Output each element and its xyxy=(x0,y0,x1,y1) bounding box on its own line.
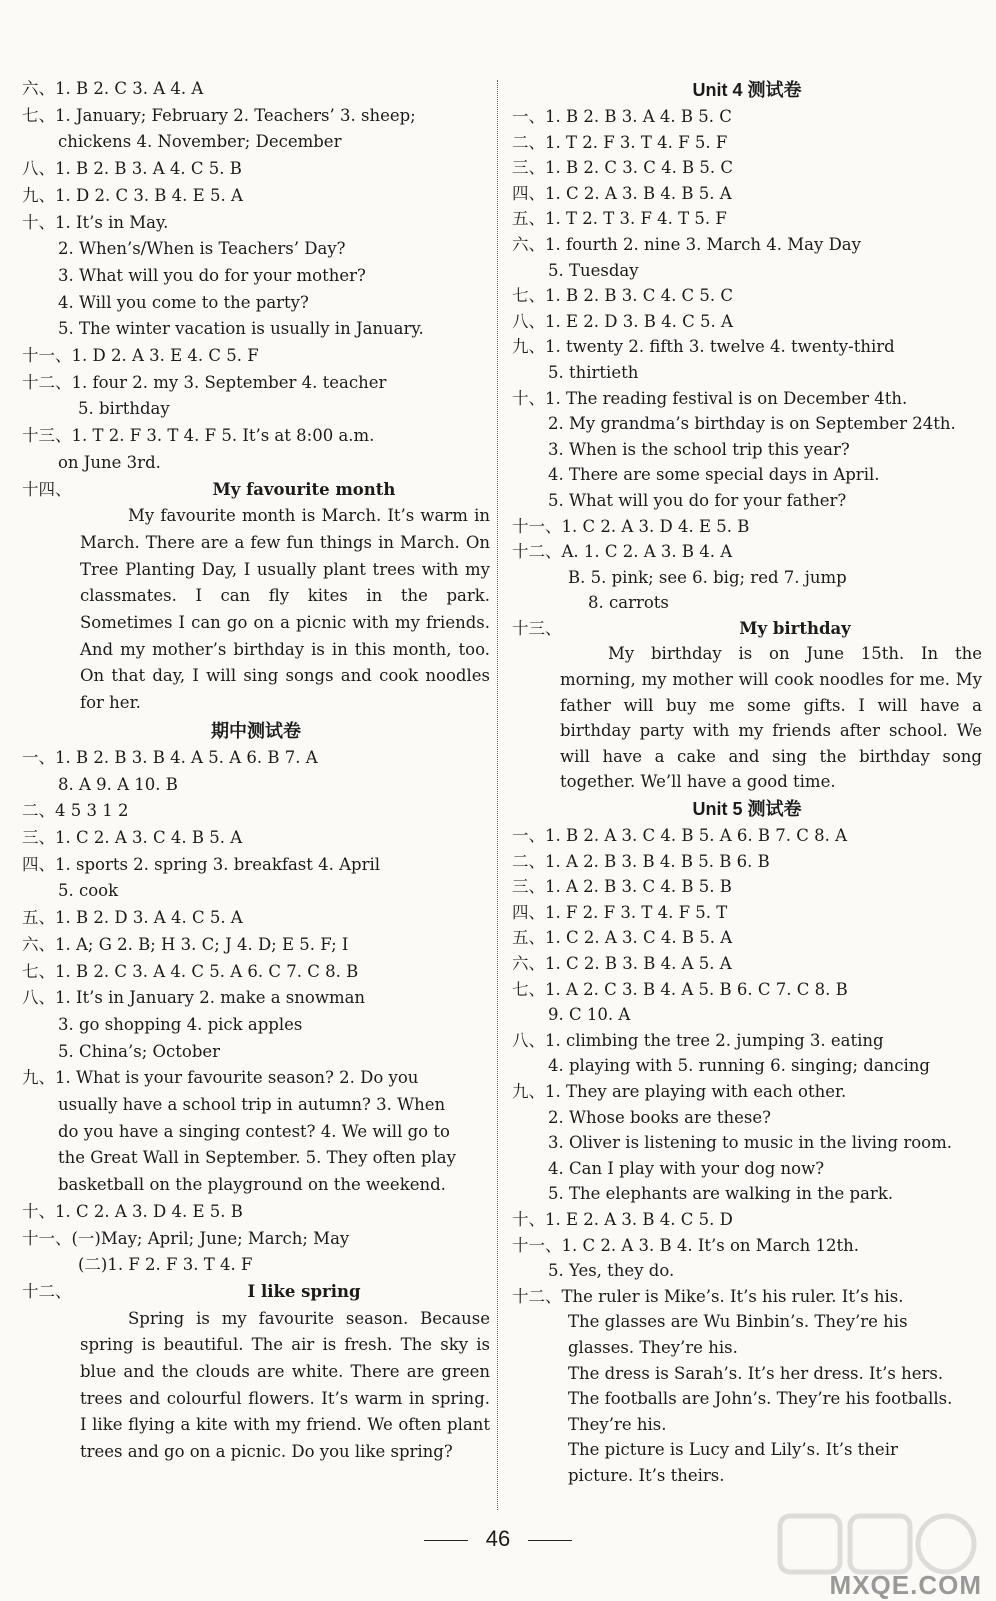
answer-line: do you have a singing contest? 4. We will go to xyxy=(58,1121,450,1141)
answer-line: The footballs are John’s. They’re his footballs. xyxy=(568,1389,953,1409)
answer-line: 二、1. A 2. B 3. B 4. B 5. B 6. B xyxy=(512,851,770,871)
answer-line: 二、4 5 3 1 2 xyxy=(22,801,129,821)
answer-line: chickens 4. November; December xyxy=(58,132,342,152)
essay-header xyxy=(22,1279,490,1306)
answer-line: usually have a school trip in autumn? 3. When xyxy=(58,1095,446,1115)
answer-line: 七、1. B 2. B 3. C 4. C 5. C xyxy=(512,286,734,306)
answer-line: 8. A 9. A 10. B xyxy=(58,774,178,794)
answer-line: 三、1. C 2. A 3. C 4. B 5. A xyxy=(22,827,243,847)
answer-line: 一、1. B 2. B 3. A 4. B 5. C xyxy=(512,107,732,126)
answer-line: 九、1. D 2. C 3. B 4. E 5. A xyxy=(22,185,243,205)
answer-line: 七、1. A 2. C 3. B 4. A 5. B 6. C 7. C 8. B xyxy=(512,979,848,999)
answer-line: the Great Wall in September. 5. They often play xyxy=(58,1148,456,1168)
answer-line: 十、1. C 2. A 3. D 4. E 5. B xyxy=(22,1201,243,1221)
answer-line: 三、1. A 2. B 3. C 4. B 5. B xyxy=(512,877,732,897)
answer-line: 9. C 10. A xyxy=(548,1005,631,1025)
answer-line: 六、1. B 2. C 3. A 4. A xyxy=(22,79,204,98)
answer-line: They’re his. xyxy=(568,1414,667,1434)
answer-line: The glasses are Wu Binbin’s. They’re his xyxy=(568,1312,908,1332)
page-number: 46 xyxy=(0,1526,996,1552)
answer-line: 八、1. climbing the tree 2. jumping 3. eating xyxy=(512,1030,884,1050)
answer-line: 2. Whose books are these? xyxy=(548,1107,771,1127)
answer-line: 5. The elephants are walking in the park. xyxy=(548,1184,894,1204)
answer-lines-unit4 xyxy=(512,104,982,616)
answer-line: 5. China’s; October xyxy=(58,1041,221,1061)
answer-line: 六、1. C 2. B 3. B 4. A 5. A xyxy=(512,954,732,973)
answer-line: 5. Tuesday xyxy=(548,260,639,280)
answer-line: 5. cook xyxy=(58,881,119,901)
answer-line: 八、1. B 2. B 3. A 4. C 5. B xyxy=(22,159,242,179)
answer-lines-midterm xyxy=(22,745,490,1279)
answer-line: 5. Yes, they do. xyxy=(548,1261,675,1281)
answer-line: 4. playing with 5. running 6. singing; dancing xyxy=(548,1056,930,1076)
answer-line: 十二、1. four 2. my 3. September 4. teacher xyxy=(22,372,387,392)
answer-line: 3. go shopping 4. pick apples xyxy=(58,1014,303,1034)
answer-line: 六、1. A; G 2. B; H 3. C; J 4. D; E 5. F; I xyxy=(22,934,349,954)
answer-line: 2. My grandma’s birthday is on September 24th. xyxy=(548,414,956,434)
answer-line: on June 3rd. xyxy=(58,452,161,472)
answer-line: 七、1. January; February 2. Teachers’ 3. sheep; xyxy=(22,105,416,125)
answer-line: picture. It’s theirs. xyxy=(568,1465,725,1485)
answer-line: 一、1. B 2. B 3. B 4. A 5. A 6. B 7. A xyxy=(22,747,318,767)
right-column xyxy=(512,76,982,1488)
essay-title: I like spring xyxy=(247,1281,361,1301)
answer-line: 五、1. T 2. T 3. F 4. T 5. F xyxy=(512,209,727,229)
essay-header xyxy=(22,477,490,504)
essay-title: My favourite month xyxy=(212,479,396,499)
answer-line: 八、1. It’s in January 2. make a snowman xyxy=(22,988,366,1008)
answer-line: 2. When’s/When is Teachers’ Day? xyxy=(58,239,346,259)
answer-line: 十、1. It’s in May. xyxy=(22,212,169,232)
answer-line: 十一、1. C 2. A 3. B 4. It’s on March 12th. xyxy=(512,1235,859,1255)
answer-line: 一、1. B 2. A 3. C 4. B 5. A 6. B 7. C 8. A xyxy=(512,826,847,846)
answer-line: 四、1. F 2. F 3. T 4. F 5. T xyxy=(512,902,728,922)
answer-line: 5. thirtieth xyxy=(548,362,639,382)
essay-title: My birthday xyxy=(739,618,851,638)
answer-line: 四、1. sports 2. spring 3. breakfast 4. April xyxy=(22,854,381,874)
answer-line: 十二、A. 1. C 2. A 3. B 4. A xyxy=(512,542,733,562)
question-number: 十三、 xyxy=(512,618,562,638)
answer-line: 十一、1. D 2. A 3. E 4. C 5. F xyxy=(22,346,259,366)
answer-line: The dress is Sarah’s. It’s her dress. It’s hers. xyxy=(568,1363,944,1383)
answer-line: 五、1. C 2. A 3. C 4. B 5. A xyxy=(512,928,733,948)
page-number-dash xyxy=(528,1540,572,1541)
essay-body: My birthday is on June 15th. In the morning, my mother will cook noodles for me. My father will buy me some gifts. I will have a birthday party with my friends after school. We will have a cake and sing the birthday song together. We’ll have a good time. xyxy=(560,644,982,792)
answer-line: glasses. They’re his. xyxy=(568,1337,738,1357)
question-number: 十四、 xyxy=(22,479,72,499)
answer-line: 4. Can I play with your dog now? xyxy=(548,1158,825,1178)
section-title-unit4: Unit 4 测试卷 xyxy=(692,80,802,100)
answer-line: 3. What will you do for your mother? xyxy=(58,265,366,285)
column-divider xyxy=(497,80,498,1510)
answer-line: 八、1. E 2. D 3. B 4. C 5. A xyxy=(512,311,733,331)
answer-line: (二)1. F 2. F 3. T 4. F xyxy=(78,1255,253,1275)
answer-line: 4. There are some special days in April. xyxy=(548,465,880,485)
left-column xyxy=(22,76,490,1466)
page-number-dash xyxy=(424,1540,468,1541)
answer-line: 二、1. T 2. F 3. T 4. F 5. F xyxy=(512,132,728,152)
answer-line: 六、1. fourth 2. nine 3. March 4. May Day xyxy=(512,234,861,254)
answer-line: 3. Oliver is listening to music in the living room. xyxy=(548,1133,952,1153)
answer-line: 四、1. C 2. A 3. B 4. B 5. A xyxy=(512,183,732,203)
answer-line: 5. What will you do for your father? xyxy=(548,490,847,510)
answer-line: 九、1. They are playing with each other. xyxy=(512,1081,847,1101)
answer-line: 三、1. B 2. C 3. C 4. B 5. C xyxy=(512,158,734,178)
section-title-unit5: Unit 5 测试卷 xyxy=(692,799,802,820)
answer-line: 九、1. twenty 2. fifth 3. twelve 4. twenty-third xyxy=(512,337,895,357)
answer-line: B. 5. pink; see 6. big; red 7. jump xyxy=(568,567,847,587)
answer-line: 4. Will you come to the party? xyxy=(58,292,309,312)
answer-line: 五、1. B 2. D 3. A 4. C 5. A xyxy=(22,908,243,928)
answer-line: 十、1. E 2. A 3. B 4. C 5. D xyxy=(512,1209,733,1229)
answer-line: 8. carrots xyxy=(588,593,669,613)
answer-line: 十一、1. C 2. A 3. D 4. E 5. B xyxy=(512,516,750,536)
answer-line: 十三、1. T 2. F 3. T 4. F 5. It’s at 8:00 a.m. xyxy=(22,426,375,446)
essay-body: My favourite month is March. It’s warm in March. There are a few fun things in March. On Tree Planting Day, I usually plant trees with my classmates. I can fly kites in the park. Sometimes I can go on a picnic with my friends. And my mother’s birthday is in this month, too. On that day, I will sing songs and cook noodles for her. xyxy=(80,506,490,713)
answer-line: basketball on the playground on the weekend. xyxy=(58,1175,446,1195)
answer-line: The picture is Lucy and Lily’s. It’s their xyxy=(568,1440,898,1460)
answer-line: 5. birthday xyxy=(78,399,170,419)
answer-line: 七、1. B 2. C 3. A 4. C 5. A 6. C 7. C 8. B xyxy=(22,961,359,981)
answer-line: 十一、(一)May; April; June; March; May xyxy=(22,1228,350,1248)
answer-line: 十二、The ruler is Mike’s. It’s his ruler. It’s his. xyxy=(512,1286,904,1306)
section-title-midterm: 期中测试卷 xyxy=(211,720,301,741)
answer-line: 5. The winter vacation is usually in January. xyxy=(58,319,424,339)
essay-body: Spring is my favourite season. Because spring is beautiful. The air is fresh. The sky is blue and the clouds are white. There are green trees and colourful flowers. It’s warm in spring. I like flying a kite with my friend. We often plant trees and go on a picnic. Do you like spring? xyxy=(80,1308,490,1462)
answer-line: 十、1. The reading festival is on December 4th. xyxy=(512,388,908,408)
question-number: 十二、 xyxy=(22,1281,72,1301)
essay-header xyxy=(512,616,982,642)
answer-line: 3. When is the school trip this year? xyxy=(548,439,850,459)
answer-line: 九、1. What is your favourite season? 2. Do you xyxy=(22,1068,419,1088)
answer-lines-unit5 xyxy=(512,823,982,1488)
answer-lines-unit3 xyxy=(22,76,490,477)
watermark-text: MXQE.COM xyxy=(829,1570,982,1600)
